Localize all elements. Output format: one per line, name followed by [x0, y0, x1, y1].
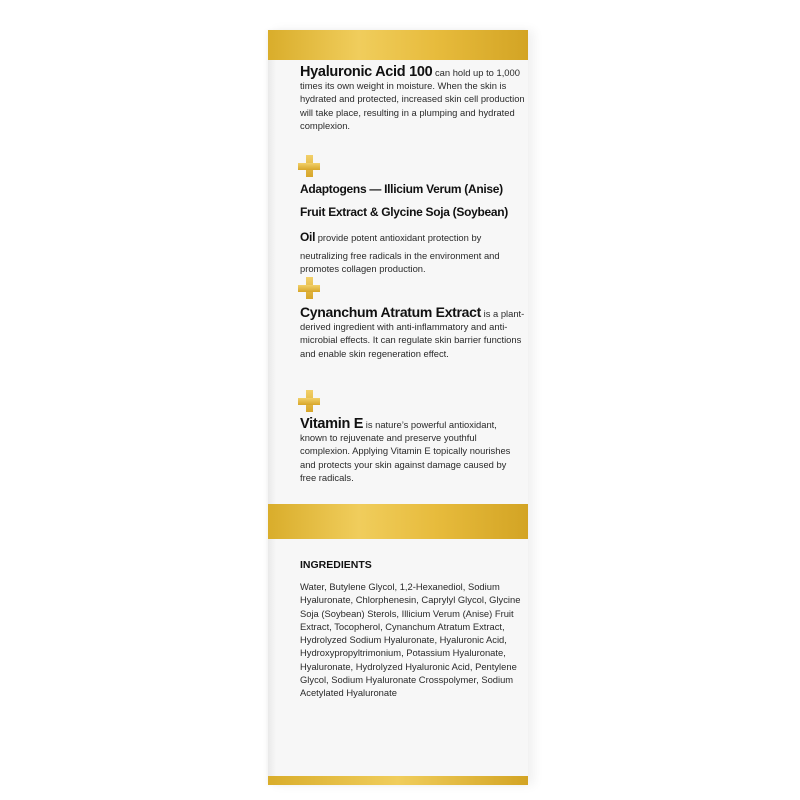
section-heading-line: Oil [300, 230, 316, 244]
section-body: provide potent antioxidant protection by neutralizing free radicals in the environment and promotes collagen production. [300, 232, 500, 275]
section-body: can hold up to 1,000 times its own weight in moisture. When the skin is hydrated and protected, increased skin cell production will take place, resulting in a plumping and hydrated complexion. [300, 67, 525, 131]
section-body: is a plant-derived ingredient with anti-inflammatory and anti-microbial effects. It can regulate skin barrier functions and enable skin regeneration effect. [300, 308, 525, 359]
plus-icon [298, 155, 320, 177]
section-vitamin-e [300, 418, 525, 484]
gold-band-middle [268, 504, 528, 539]
section-hyaluronic-acid [300, 66, 525, 132]
section-adaptogens [300, 178, 525, 275]
ingredients-list: Water, Butylene Glycol, 1,2-Hexanediol, Sodium Hyaluronate, Chlorphenesin, Caprylyl Glycol, Glycine Soja (Soybean) Sterols, Illicium Verum (Anise) Fruit Extract, Tocopherol, Cynanchum Atratum Extract, Hydrolyzed Sodium Hyaluronate, Hyaluronic Acid, Hydroxypropyltrimonium, Potassium Hyaluronate, Hyaluronate, Hydrolyzed Hyaluronic Acid, Pentylene Glycol, Sodium Hyaluronate Crosspolymer, Sodium Acetylated Hyaluronate [300, 581, 521, 699]
section-heading-line: Fruit Extract & Glycine Soja (Soybean) [300, 205, 508, 219]
ingredients-title: INGREDIENTS [300, 559, 372, 571]
plus-icon [298, 277, 320, 299]
section-cynanchum [300, 306, 525, 360]
section-heading: Cynanchum Atratum Extract [300, 304, 482, 320]
gold-band-bottom [268, 776, 528, 785]
section-body: is nature’s powerful antioxidant, known to rejuvenate and preserve youthful complexion. Applying Vitamin E topically nourishes and protects your skin against damage caused by free radicals. [300, 419, 511, 483]
section-heading: Hyaluronic Acid 100 [300, 64, 433, 80]
box-edge-shading [268, 60, 276, 776]
section-heading: Vitamin E [300, 416, 364, 432]
plus-icon [298, 390, 320, 412]
section-heading-line: Adaptogens — Illicium Verum (Anise) [300, 182, 503, 196]
gold-band-top [268, 30, 528, 60]
